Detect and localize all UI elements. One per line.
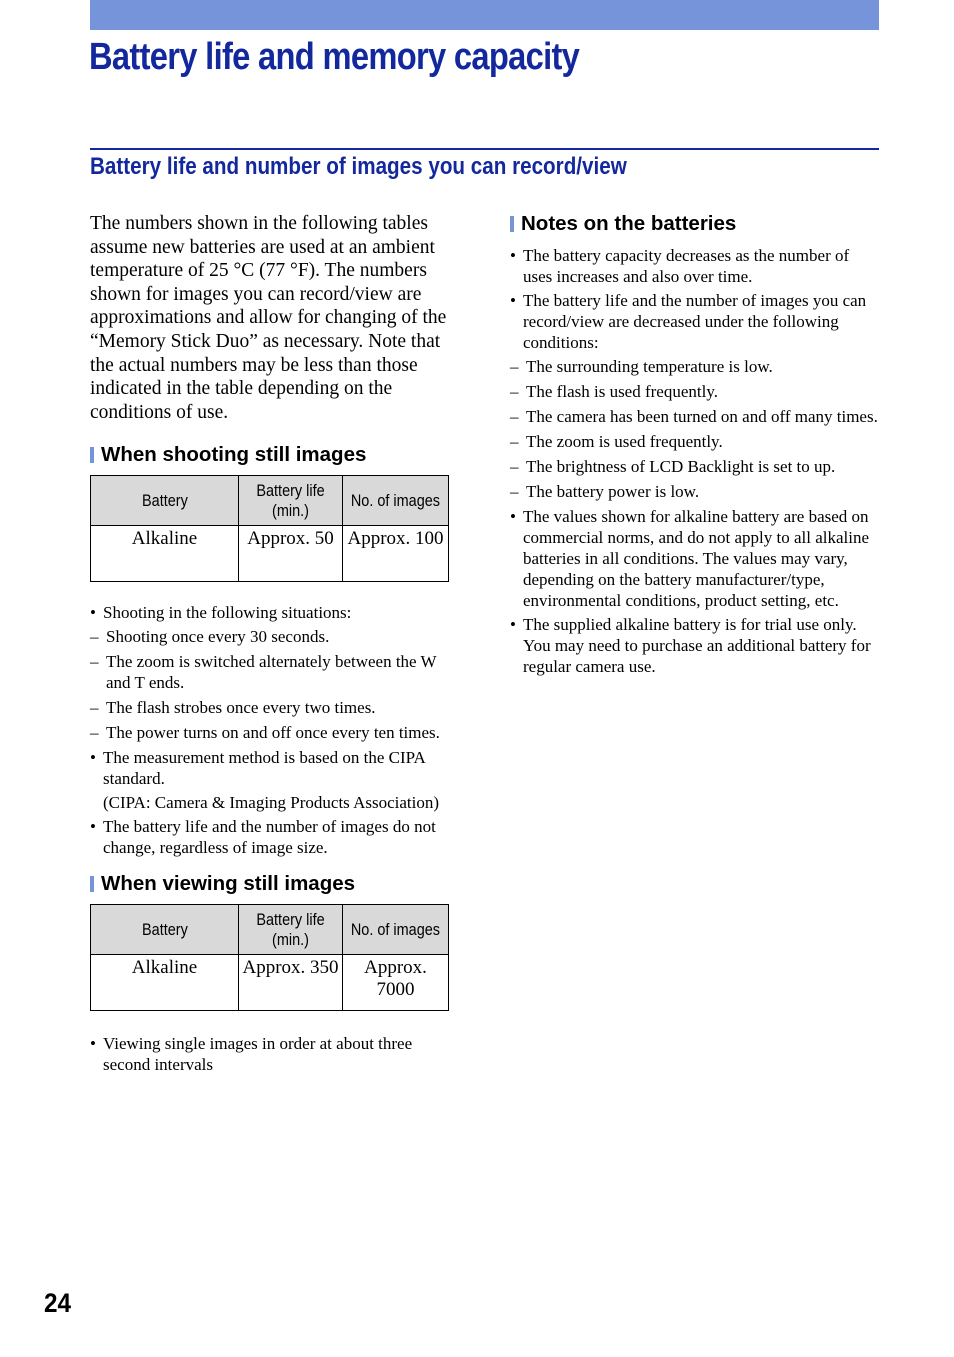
header-cell: Battery [91, 476, 239, 526]
list-item: • The battery life and the number of images do not change, regardless of image size. [90, 816, 460, 858]
cipa-note: (CIPA: Camera & Imaging Products Association) [103, 793, 440, 813]
intro-paragraph: The numbers shown in the following tables assume new batteries are used at an ambient temperature of 25 °C (77 °F). The numbers shown for images you can record/view are approximations and allow for changing of the “Memory Stick Duo” as necessary. Note that the actual numbers may be less than those indicated in the table depending on the conditions of use. [90, 213, 447, 423]
table-cell: Alkaline [91, 526, 239, 582]
table-cell: Approx. 350 [239, 955, 343, 1011]
table-row [91, 526, 449, 582]
table-header-row [91, 905, 449, 955]
list-item: • The battery capacity decreases as the number of uses increases and also over time. [510, 245, 882, 287]
shooting-notes [90, 602, 460, 858]
list-item: • The battery life and the number of images you can record/view are decreased under the following conditions: – The surrounding temperature is low. – The flash is used frequently. – The camera has been turned on and off many times. – The zoom is used frequently. – The brightness of LCD Backlight is set to up. – The battery power is low. [510, 290, 882, 502]
table-row [91, 955, 449, 1011]
list-item: • The values shown for alkaline battery are based on commercial norms, and do not apply to all alkaline batteries in all conditions. The values may vary, depending on the battery manufacturer/type, environmental conditions, product setting, etc. [510, 506, 882, 611]
viewing-table [90, 904, 449, 1011]
sub-list-item: – The surrounding temperature is low. [510, 356, 882, 377]
table-cell: Approx. 100 [343, 526, 449, 582]
table-cell: Approx. 50 [239, 526, 343, 582]
section-divider [90, 148, 879, 150]
right-column [510, 212, 882, 680]
sub-list [523, 356, 882, 502]
batteries-heading: Notes on the batteries [510, 212, 882, 236]
table-cell: Alkaline [91, 955, 239, 1011]
page-title: Battery life and memory capacity [89, 36, 580, 78]
list-item: • The measurement method is based on the CIPA standard. (CIPA: Camera & Imaging Products Association) [90, 747, 460, 813]
list-item: • Shooting in the following situations: – Shooting once every 30 seconds. – The zoom is switched alternately between the W and T ends. – The flash strobes once every two times. – The power turns on and off once every ten times. [90, 602, 460, 743]
viewing-notes [90, 1033, 460, 1075]
shooting-heading: When shooting still images [90, 443, 460, 467]
sub-list-item: – The flash strobes once every two times. [90, 697, 460, 718]
table-cell: Approx. 7000 [343, 955, 449, 1011]
header-cell: No. of images [343, 476, 449, 526]
sub-list [103, 626, 460, 743]
sub-list-item: – Shooting once every 30 seconds. [90, 626, 460, 647]
table-header-row [91, 476, 449, 526]
battery-notes [510, 245, 882, 677]
shooting-table [90, 475, 449, 582]
top-color-bar [90, 0, 879, 30]
header-cell: Battery life (min.) [239, 476, 343, 526]
list-item: • Viewing single images in order at about three second intervals [90, 1033, 460, 1075]
sub-list-item: – The power turns on and off once every ten times. [90, 722, 460, 743]
header-cell: Battery life (min.) [239, 905, 343, 955]
sub-list-item: – The camera has been turned on and off many times. [510, 406, 882, 427]
left-column [90, 212, 460, 1078]
viewing-heading: When viewing still images [90, 872, 460, 896]
sub-list-item: – The zoom is used frequently. [510, 431, 882, 452]
header-cell: Battery [91, 905, 239, 955]
sub-list-item: – The zoom is switched alternately between the W and T ends. [90, 651, 460, 693]
list-item: • The supplied alkaline battery is for trial use only. You may need to purchase an additional battery for regular camera use. [510, 614, 882, 677]
sub-list-item: – The brightness of LCD Backlight is set to up. [510, 456, 882, 477]
header-cell: No. of images [343, 905, 449, 955]
sub-list-item: – The flash is used frequently. [510, 381, 882, 402]
sub-list-item: – The battery power is low. [510, 481, 882, 502]
page-number: 24 [44, 1288, 72, 1318]
section-title: Battery life and number of images you can record/view [90, 153, 627, 180]
